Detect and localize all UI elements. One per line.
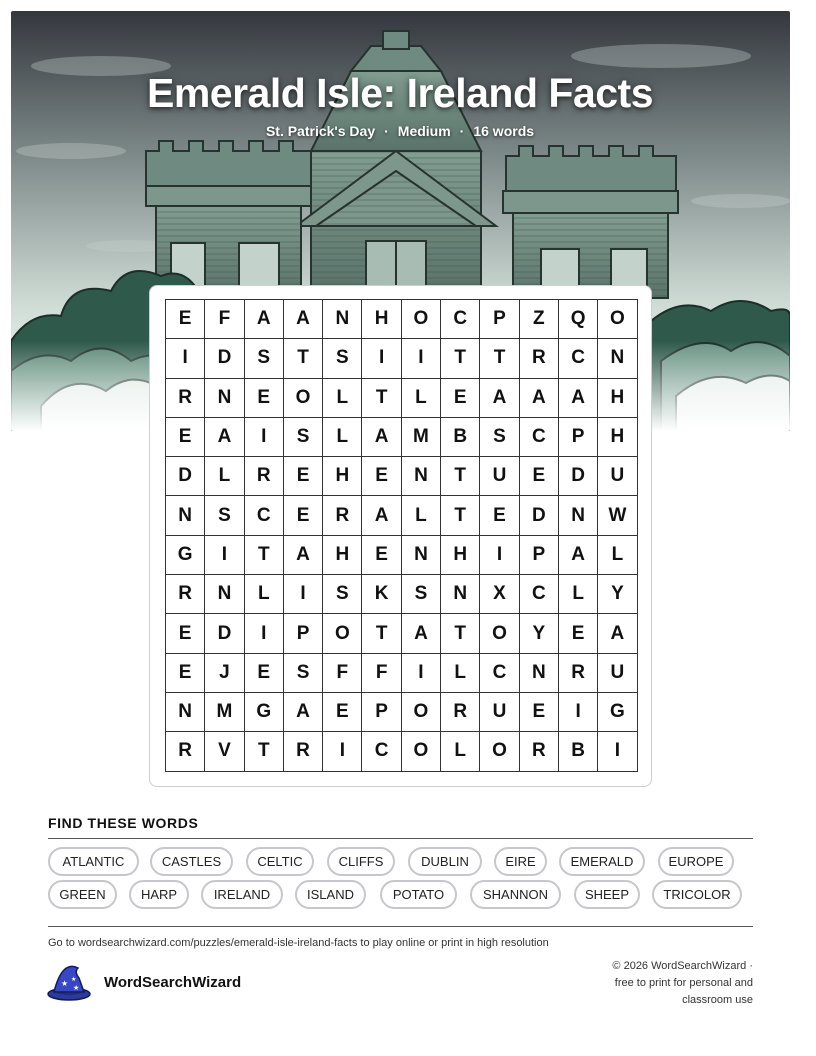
grid-cell[interactable]: Q [559, 300, 598, 339]
grid-cell[interactable]: U [598, 654, 637, 693]
grid-cell[interactable]: K [362, 575, 401, 614]
grid-cell[interactable]: I [166, 339, 205, 378]
grid-cell[interactable]: H [598, 379, 637, 418]
grid-cell[interactable]: T [480, 339, 519, 378]
grid-cell[interactable]: D [205, 339, 244, 378]
grid-cell[interactable]: P [284, 614, 323, 653]
divider [48, 926, 753, 927]
word-list-heading: FIND THESE WORDS [48, 815, 199, 831]
grid-cell[interactable]: T [245, 536, 284, 575]
grid-cell[interactable]: A [284, 536, 323, 575]
grid-cell[interactable]: C [520, 575, 559, 614]
grid-cell[interactable]: P [480, 300, 519, 339]
grid-cell[interactable]: C [362, 732, 401, 771]
grid-cell[interactable]: C [245, 496, 284, 535]
grid-cell[interactable]: F [362, 654, 401, 693]
grid-cell[interactable]: A [559, 536, 598, 575]
grid-cell[interactable]: N [559, 496, 598, 535]
grid-cell[interactable]: A [245, 300, 284, 339]
grid-cell[interactable]: L [402, 496, 441, 535]
grid-cell[interactable]: O [480, 614, 519, 653]
grid-cell[interactable]: R [245, 457, 284, 496]
grid-cell[interactable]: T [441, 614, 480, 653]
divider [48, 838, 753, 839]
grid-cell[interactable]: R [441, 693, 480, 732]
grid-cell[interactable]: E [284, 496, 323, 535]
grid-cell[interactable]: R [166, 575, 205, 614]
grid-cell[interactable]: E [362, 536, 401, 575]
grid-cell[interactable]: I [480, 536, 519, 575]
word-pill: POTATO [380, 880, 457, 909]
grid-cell[interactable]: C [441, 300, 480, 339]
word-search-card [149, 285, 652, 787]
grid-cell[interactable]: C [520, 418, 559, 457]
grid-cell[interactable]: N [402, 536, 441, 575]
puzzle-subtitle [0, 123, 800, 139]
grid-cell[interactable]: I [245, 614, 284, 653]
grid-cell[interactable]: R [284, 732, 323, 771]
word-pill: ATLANTIC [48, 847, 139, 876]
grid-cell[interactable]: I [323, 732, 362, 771]
grid-cell[interactable]: N [205, 575, 244, 614]
grid-cell[interactable]: U [480, 693, 519, 732]
grid-cell[interactable]: A [402, 614, 441, 653]
grid-cell[interactable]: O [402, 693, 441, 732]
grid-cell[interactable]: B [559, 732, 598, 771]
word-pill: EUROPE [658, 847, 734, 876]
svg-text:★: ★ [71, 976, 77, 983]
grid-cell[interactable]: L [245, 575, 284, 614]
grid-cell[interactable]: E [166, 300, 205, 339]
grid-cell[interactable]: I [598, 732, 637, 771]
grid-cell[interactable]: T [284, 339, 323, 378]
letter-grid[interactable] [165, 299, 638, 772]
grid-cell[interactable]: F [323, 654, 362, 693]
grid-cell[interactable]: E [166, 418, 205, 457]
grid-cell[interactable]: N [166, 496, 205, 535]
word-pill: CLIFFS [327, 847, 395, 876]
grid-cell[interactable]: A [559, 379, 598, 418]
grid-cell[interactable]: N [205, 379, 244, 418]
grid-cell[interactable]: R [520, 732, 559, 771]
grid-cell[interactable]: T [441, 496, 480, 535]
grid-cell[interactable]: H [323, 536, 362, 575]
svg-text:★: ★ [61, 979, 69, 988]
word-pill: EMERALD [559, 847, 645, 876]
grid-cell[interactable]: M [205, 693, 244, 732]
grid-cell[interactable]: T [362, 614, 401, 653]
grid-cell[interactable]: T [362, 379, 401, 418]
grid-cell[interactable]: J [205, 654, 244, 693]
grid-cell[interactable]: T [441, 457, 480, 496]
grid-cell[interactable]: Y [598, 575, 637, 614]
grid-cell[interactable]: S [205, 496, 244, 535]
word-pill: CELTIC [246, 847, 314, 876]
word-pill: GREEN [48, 880, 117, 909]
separator: · [384, 123, 389, 139]
grid-cell[interactable]: A [205, 418, 244, 457]
grid-cell[interactable]: I [402, 654, 441, 693]
word-pill: TRICOLOR [652, 880, 742, 909]
copyright-line: classroom use [682, 994, 753, 1006]
grid-cell[interactable]: A [284, 693, 323, 732]
grid-cell[interactable]: N [441, 575, 480, 614]
grid-cell[interactable]: L [205, 457, 244, 496]
grid-cell[interactable]: B [441, 418, 480, 457]
grid-cell[interactable]: U [480, 457, 519, 496]
grid-cell[interactable]: H [362, 300, 401, 339]
wizard-hat-icon [46, 962, 92, 1002]
grid-cell[interactable]: C [480, 654, 519, 693]
grid-cell[interactable]: L [598, 536, 637, 575]
play-online-note: Go to wordsearchwizard.com/puzzles/emerald-isle-ireland-facts to play online or print in high resolution [48, 937, 549, 949]
grid-cell[interactable]: I [559, 693, 598, 732]
grid-cell[interactable]: L [441, 654, 480, 693]
grid-cell[interactable]: T [441, 339, 480, 378]
grid-cell[interactable]: C [559, 339, 598, 378]
grid-cell[interactable]: T [245, 732, 284, 771]
copyright-notice [583, 958, 753, 1009]
grid-cell[interactable]: A [480, 379, 519, 418]
grid-cell[interactable]: S [245, 339, 284, 378]
grid-cell[interactable]: D [166, 457, 205, 496]
grid-cell[interactable]: S [284, 418, 323, 457]
grid-cell[interactable]: R [323, 496, 362, 535]
grid-cell[interactable]: X [480, 575, 519, 614]
grid-cell[interactable]: E [441, 379, 480, 418]
grid-cell[interactable]: P [362, 693, 401, 732]
grid-cell[interactable]: U [598, 457, 637, 496]
grid-cell[interactable]: D [205, 614, 244, 653]
grid-cell[interactable]: W [598, 496, 637, 535]
grid-cell[interactable]: R [166, 732, 205, 771]
grid-cell[interactable]: M [402, 418, 441, 457]
grid-cell[interactable]: I [245, 418, 284, 457]
grid-cell[interactable]: S [323, 339, 362, 378]
grid-cell[interactable]: E [245, 654, 284, 693]
grid-cell[interactable]: G [245, 693, 284, 732]
grid-cell[interactable]: E [166, 654, 205, 693]
grid-cell[interactable]: O [402, 732, 441, 771]
word-pill: HARP [129, 880, 189, 909]
grid-cell[interactable]: I [284, 575, 323, 614]
grid-cell[interactable]: E [166, 614, 205, 653]
word-pill: SHANNON [470, 880, 561, 909]
grid-cell[interactable]: A [362, 418, 401, 457]
grid-cell[interactable]: H [323, 457, 362, 496]
word-pill: DUBLIN [408, 847, 482, 876]
grid-cell[interactable]: S [284, 654, 323, 693]
puzzle-title: Emerald Isle: Ireland Facts [146, 70, 654, 116]
grid-cell[interactable]: E [559, 614, 598, 653]
separator: · [459, 123, 465, 139]
grid-cell[interactable]: D [520, 496, 559, 535]
grid-cell[interactable]: A [520, 379, 559, 418]
grid-cell[interactable]: V [205, 732, 244, 771]
grid-cell[interactable]: G [166, 536, 205, 575]
grid-cell[interactable]: O [323, 614, 362, 653]
grid-cell[interactable]: I [402, 339, 441, 378]
grid-cell[interactable]: Y [520, 614, 559, 653]
word-pill: CASTLES [150, 847, 233, 876]
grid-cell[interactable]: N [323, 300, 362, 339]
word-pill: ISLAND [295, 880, 366, 909]
grid-cell[interactable]: A [598, 614, 637, 653]
grid-cell[interactable]: N [402, 457, 441, 496]
grid-cell[interactable]: S [402, 575, 441, 614]
copyright-line: free to print for personal and [614, 977, 753, 989]
grid-cell[interactable]: H [441, 536, 480, 575]
grid-cell[interactable]: I [362, 339, 401, 378]
grid-cell[interactable]: A [362, 496, 401, 535]
grid-cell[interactable]: E [362, 457, 401, 496]
brand-name: WordSearchWizard [104, 973, 242, 991]
word-pill: IRELAND [201, 880, 283, 909]
grid-cell[interactable]: S [323, 575, 362, 614]
grid-cell[interactable]: E [480, 496, 519, 535]
grid-cell[interactable]: L [323, 379, 362, 418]
word-pill: EIRE [494, 847, 547, 876]
grid-cell[interactable]: L [402, 379, 441, 418]
grid-cell[interactable]: E [520, 693, 559, 732]
svg-text:★: ★ [73, 984, 80, 992]
grid-cell[interactable]: O [402, 300, 441, 339]
grid-cell[interactable]: L [323, 418, 362, 457]
grid-cell[interactable]: P [520, 536, 559, 575]
grid-cell[interactable]: A [284, 300, 323, 339]
difficulty-label: Medium [397, 123, 451, 139]
grid-cell[interactable]: R [559, 654, 598, 693]
copyright-line: © 2026 WordSearchWizard · [612, 960, 753, 972]
grid-cell[interactable]: D [559, 457, 598, 496]
grid-cell[interactable]: N [598, 339, 637, 378]
word-count-label: 16 words [473, 123, 535, 139]
grid-cell[interactable]: E [284, 457, 323, 496]
grid-cell[interactable]: E [323, 693, 362, 732]
grid-cell[interactable]: O [598, 300, 637, 339]
grid-cell[interactable]: L [559, 575, 598, 614]
grid-cell[interactable]: E [520, 457, 559, 496]
grid-cell[interactable]: H [598, 418, 637, 457]
grid-cell[interactable]: Z [520, 300, 559, 339]
grid-cell[interactable]: F [205, 300, 244, 339]
grid-cell[interactable]: N [520, 654, 559, 693]
grid-cell[interactable]: I [205, 536, 244, 575]
grid-cell[interactable]: R [166, 379, 205, 418]
grid-cell[interactable]: L [441, 732, 480, 771]
grid-cell[interactable]: O [480, 732, 519, 771]
grid-cell[interactable]: G [598, 693, 637, 732]
grid-cell[interactable]: S [480, 418, 519, 457]
grid-cell[interactable]: N [166, 693, 205, 732]
brand[interactable] [46, 962, 241, 1002]
grid-cell[interactable]: E [245, 379, 284, 418]
grid-cell[interactable]: R [520, 339, 559, 378]
grid-cell[interactable]: P [559, 418, 598, 457]
theme-label: St. Patrick's Day [265, 123, 376, 139]
word-pill: SHEEP [574, 880, 640, 909]
grid-cell[interactable]: O [284, 379, 323, 418]
